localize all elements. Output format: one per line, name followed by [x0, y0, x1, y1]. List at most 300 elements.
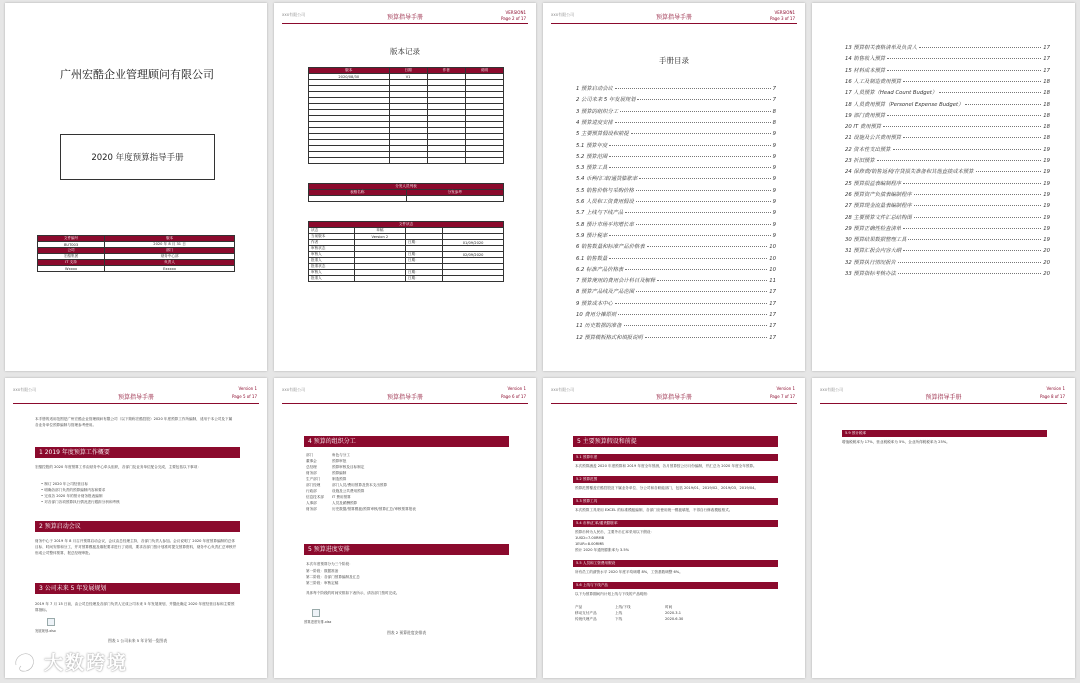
- toc-entry-title: 9 预算成本中心: [576, 300, 613, 307]
- toc-entry[interactable]: [576, 186, 776, 194]
- toc-entry-title: 1 预算启动会议: [576, 86, 613, 92]
- toc-entry[interactable]: [845, 77, 1050, 85]
- toc-entry-page: 17: [769, 312, 776, 318]
- toc-leader: [893, 149, 1042, 150]
- table-row: 审核人 日期： 02/09/2020: [309, 252, 504, 258]
- toc-entry-page: 9: [772, 232, 776, 239]
- org-role: 预算编制: [332, 471, 347, 475]
- body-text: 本次预算涵盖 2020 年度预算和 2019 年度全年预测，各月预算按公历月份编制，并汇总为 2020 年度全年预算。: [575, 464, 757, 468]
- toc-entry-page: 19: [1043, 203, 1050, 210]
- toc-entry[interactable]: [845, 100, 1050, 108]
- toc-leader: [609, 145, 770, 146]
- toc-entry[interactable]: [845, 201, 1050, 209]
- toc-entry-page: 19: [1043, 158, 1050, 164]
- table-row: 审核人 日期：: [309, 270, 504, 276]
- toc-entry-title: 24 保修费/销售返利/存货损失准备和其他直接成本预算: [845, 169, 974, 176]
- toc-entry-title: 19 部门费用预算: [845, 112, 886, 119]
- toc-entry-page: 17: [769, 300, 776, 307]
- list-item: • 制订 2020 年公司经营目标: [41, 482, 89, 486]
- toc-entry-title: 7 预算使用的费用会计科目及解释: [576, 278, 656, 285]
- toc-entry[interactable]: [845, 246, 1050, 254]
- toc-entry-page: 9: [772, 142, 776, 149]
- toc-leader: [914, 205, 1042, 206]
- toc-leader: [636, 190, 771, 191]
- toc-leader: [609, 258, 767, 259]
- toc-leader: [976, 171, 1042, 172]
- toc-entry-page: 17: [1043, 45, 1050, 51]
- body-text: 本次年度预算分为三个阶段：: [306, 562, 353, 566]
- toc-entry-title: 23 折旧预算: [845, 158, 875, 164]
- product-table: [575, 604, 755, 622]
- toc-entry-page: 17: [769, 334, 776, 341]
- toc-entry-page: 18: [1043, 124, 1050, 131]
- attachment-label: 预算进度安排.xlsx: [304, 620, 332, 624]
- toc-entry-page: 17: [1043, 56, 1050, 63]
- toc-entry[interactable]: [576, 220, 776, 228]
- list-item: 第二阶段：各部门预算编制及汇总: [306, 575, 360, 579]
- header-title: 预算指导手册: [655, 394, 692, 401]
- org-role: 预算审批: [332, 459, 347, 463]
- table-cell: 产品: [575, 605, 583, 609]
- header-company: xxx有限公司: [820, 387, 844, 392]
- toc-leader: [887, 58, 1041, 59]
- table-row: 文件状态: [309, 222, 504, 228]
- toc-entry-title: 30 预算结果数据整理工具: [845, 237, 907, 244]
- header-version: VERSION1: [774, 10, 795, 15]
- section-heading: 5 主要预算假设和前提: [573, 436, 778, 447]
- toc-leader: [636, 201, 771, 202]
- toc-entry[interactable]: [845, 258, 1050, 266]
- toc-entry-page: 17: [1043, 67, 1050, 74]
- toc-entry[interactable]: [576, 208, 776, 216]
- toc-leader: [615, 122, 771, 123]
- bullet-list: [41, 481, 236, 505]
- toc-entry-page: 9: [772, 221, 776, 228]
- header-company: xxx有限公司: [551, 387, 575, 392]
- org-table: [306, 452, 506, 512]
- toc-entry[interactable]: [845, 167, 1050, 175]
- header-title: 预算指导手册: [655, 14, 692, 21]
- body-text: 具体每个阶段的时间安排如下表所示，请各部门按时完成。: [306, 591, 400, 595]
- toc-entry[interactable]: [576, 265, 776, 273]
- toc-leader: [903, 228, 1041, 229]
- toc-leader: [919, 47, 1041, 48]
- toc-entry-page: 17: [769, 289, 776, 296]
- header-company: xxx有限公司: [282, 12, 306, 17]
- header-rule: [282, 23, 528, 24]
- toc-entry-title: 10 费用分摊原则: [576, 312, 617, 318]
- header-page: Page 6 of 17: [500, 394, 526, 399]
- toc-entry-page: 18: [1043, 78, 1050, 85]
- subsection-heading: 5.4 币种/汇率/通货膨胀率: [573, 520, 778, 527]
- table-row: IT 支持 负责人: [38, 260, 235, 266]
- toc-entry-title: 5.1 预算年度: [576, 142, 608, 149]
- toc-leader: [645, 337, 768, 338]
- figure-caption: 图表 1 公司未来 5 年计划一览图表: [107, 638, 168, 643]
- toc-entry[interactable]: [845, 122, 1050, 130]
- toc-entry-page: 18: [1043, 90, 1050, 97]
- intro-text: 本手册的适用范围是广州宏酷企业管理顾问有限公司（以下简称宏酷控股）2020 年度预算工作所编制，适用于本公司及下属各业务单位预算编制与管理参考使用。: [35, 417, 233, 427]
- toc-entry[interactable]: [576, 242, 776, 250]
- toc-entry-title: 3 预算的组织分工: [576, 108, 619, 115]
- table-row: [309, 158, 504, 164]
- toc-entry[interactable]: [576, 231, 776, 239]
- toc-entry-title: 2 公司未来 5 年发展规划: [576, 97, 636, 104]
- toc-entry-title: 17 人员预算（Head Count Budget）: [845, 90, 938, 97]
- toc-entry-page: 19: [1043, 169, 1050, 176]
- table-row: 文件编号 版本: [38, 236, 235, 242]
- toc-title: 手册目录: [659, 56, 689, 65]
- toc-entry[interactable]: [576, 287, 776, 295]
- toc-entry-page: 18: [1043, 135, 1050, 142]
- company-name: 广州宏酷企业管理顾问有限公司: [60, 68, 214, 81]
- toc-entry[interactable]: [845, 88, 1050, 96]
- toc-leader: [615, 303, 767, 304]
- table-row: 2020/08/30 V1: [309, 74, 504, 80]
- stage-list: [306, 568, 506, 586]
- org-dept: 财务部: [306, 507, 317, 511]
- attachment-label: 发展规划.xlsx: [35, 629, 56, 633]
- body-text: 预算范围覆盖宏酷控股及下属业务单位、分公司和各职能部门，包括 2019/01、2019/02、2019/03、2019/04。: [575, 486, 759, 490]
- toc-entry[interactable]: [576, 299, 776, 307]
- org-dept: 行政部: [306, 489, 317, 493]
- org-role: 人员及薪酬预算: [332, 501, 358, 505]
- toc-entry[interactable]: [576, 118, 776, 126]
- page-8: [812, 378, 1075, 678]
- header-company: xxx有限公司: [282, 387, 306, 392]
- toc-entry[interactable]: [576, 152, 776, 160]
- toc-entry-title: 25 预算损益表编制程序: [845, 180, 902, 187]
- toc-entry[interactable]: [845, 269, 1050, 277]
- toc-leader: [965, 104, 1041, 105]
- subsection-heading: 5.3 预算工具: [573, 498, 778, 505]
- toc-entry[interactable]: [576, 107, 776, 115]
- page-5: [5, 378, 267, 678]
- toc-leader: [903, 183, 1041, 184]
- toc-entry[interactable]: [576, 321, 776, 329]
- table-row: [575, 616, 755, 622]
- org-dept: 信息技术部: [306, 495, 324, 499]
- toc-entry-title: 14 销售收入预算: [845, 56, 886, 63]
- table-row: 状态 草稿: [309, 228, 504, 234]
- body-text: 所有员工的薪资水平 2020 年度平均调增 8%，工资基数调整 6%。: [575, 570, 683, 574]
- body-text: 增值税税率为 17%，营业税税率为 5%，企业所得税税率为 25%。: [842, 440, 950, 444]
- toc-entry[interactable]: [845, 235, 1050, 243]
- table-cell: 时间: [665, 605, 673, 609]
- section-heading: 3 公司未来 5 年发展规划: [35, 583, 240, 594]
- toc-leader: [903, 137, 1041, 138]
- document-status-table: [308, 221, 504, 282]
- toc-entry[interactable]: [576, 129, 776, 137]
- table-row: [309, 196, 504, 202]
- toc-entry[interactable]: [845, 66, 1050, 74]
- table-cell: 上线: [615, 611, 623, 615]
- header-page: Page 2 of 17: [501, 16, 526, 21]
- toc-leader: [908, 239, 1041, 240]
- toc-entry[interactable]: [845, 179, 1050, 187]
- header-version: VERSION1: [505, 10, 526, 15]
- org-dept: 财务部: [306, 471, 317, 475]
- toc-entry[interactable]: [845, 54, 1050, 62]
- table-cell: 移动支付产品: [575, 611, 597, 615]
- header-rule: [551, 403, 797, 404]
- toc-entry-page: 19: [1043, 180, 1050, 187]
- body-text: 宏酷控股的 2020 年度预算工作由财务中心牵头组织，各部门及业务单位配合完成，主要包括以下事项：: [35, 465, 201, 469]
- toc-leader: [887, 115, 1041, 116]
- table-row: 分发人员列表: [309, 184, 504, 190]
- toc-entry-title: 16 人工及制造费用预算: [845, 78, 902, 85]
- toc-entry-page: 9: [772, 165, 776, 172]
- toc-leader: [625, 269, 767, 270]
- table-row: Wxxxx Exxxxx: [38, 266, 235, 272]
- figure-caption: 图表 2 预算进度安排表: [386, 630, 426, 635]
- toc-entry[interactable]: [845, 190, 1050, 198]
- toc-entry-page: 18: [1043, 112, 1050, 119]
- toc-entry-page: 9: [772, 199, 776, 205]
- toc-entry-title: 28 主要预算文件汇总结构图: [845, 214, 912, 221]
- toc-leader: [898, 262, 1041, 263]
- toc-entry-page: 20: [1043, 271, 1050, 277]
- list-item: • 明确各部门负责的预算编制内容和要求: [41, 488, 106, 492]
- table-row: 表格名称 分发参考: [309, 190, 504, 196]
- toc-leader: [609, 235, 770, 236]
- toc-entry-page: 10: [769, 255, 776, 262]
- toc-leader: [625, 212, 770, 213]
- toc-entry-page: 20: [1043, 259, 1050, 266]
- toc-entry-page: 20: [1043, 248, 1050, 255]
- toc-entry-page: 11: [769, 278, 776, 285]
- toc-entry-title: 15 材料成本预算: [845, 67, 886, 74]
- toc-leader: [631, 133, 771, 134]
- org-role: 部门人员/费用预算及资本支出预算: [332, 483, 388, 487]
- table-cell: 下线: [615, 617, 623, 621]
- toc-entry[interactable]: [576, 254, 776, 262]
- body-text: 财务中心于 2019 年 8 月召开预算启动会议，会议由总经理主持，各部门负责人参加。会议说明了 2020 年度预算编制的总体目标、时间安排和分工，并对预算模板及填报要求进行了说明，要求各部门按计划准时提交预算资料，财务中心负责汇总审核并形成公司整体预算，报总经理审批。: [35, 539, 237, 555]
- header-rule: [551, 23, 797, 24]
- watermark-text: 大数跨境: [44, 652, 129, 674]
- attachment-icon[interactable]: [312, 609, 320, 617]
- toc-entry[interactable]: [845, 43, 1050, 51]
- toc-entry-page: 10: [769, 244, 776, 251]
- table-cell: 传统代理产品: [575, 617, 597, 621]
- page-7: [543, 378, 805, 678]
- org-role: 历史数据/预算模板/预算审核/预算汇总/审核预算报表: [332, 507, 416, 511]
- header-rule: [13, 403, 259, 404]
- table-cell: 2020.3.1: [665, 611, 682, 615]
- table-row: 审核状态: [309, 246, 504, 252]
- body-text: 2019 年 7 月 15 日前，由公司总经理及各部门负责人完成公司未来 5 年发展规划，并据此确定 2020 年度经营目标和主要预算指标。: [35, 602, 235, 612]
- toc-leader: [636, 291, 767, 292]
- toc-entry-page: 8: [772, 108, 776, 115]
- version-title: 版本记录: [390, 47, 420, 56]
- header-page: Page 8 of 17: [1039, 394, 1065, 399]
- table-row: BUT003 2020 年 8 月 31 日: [38, 242, 235, 248]
- header-version: Version 1: [776, 386, 795, 391]
- org-role: 预算审核及目标制定: [332, 465, 365, 469]
- page-version-record: [274, 3, 536, 371]
- toc-entry-title: 6.1 销售数量: [576, 255, 608, 262]
- toc-leader: [609, 156, 770, 157]
- watermark: [12, 648, 128, 675]
- toc-entry-title: 6.2 标准产品价格表: [576, 266, 624, 273]
- cover-info-table: [37, 235, 235, 272]
- toc-entry-title: 27 预算现金流量表编制程序: [845, 203, 912, 210]
- list-item: • 完成各 2020 年的预计财务报表编制: [41, 494, 103, 498]
- toc-entry-title: 26 预算资产负债表编制程序: [845, 191, 912, 198]
- header-company: xxx有限公司: [551, 12, 575, 17]
- org-dept: 生产部门: [306, 477, 321, 481]
- page-toc-1: [543, 3, 805, 371]
- toc-leader: [639, 178, 770, 179]
- toc-entry[interactable]: [845, 156, 1050, 164]
- section-heading: 4 预算的组织分工: [304, 436, 509, 447]
- toc-entry-page: 9: [772, 176, 776, 183]
- table-row: 版本 日期 作者 说明: [309, 68, 504, 74]
- table-row: 公司 部门: [38, 248, 235, 254]
- toc-leader: [887, 70, 1041, 71]
- toc-entry-title: 20 IT 费用预算: [845, 124, 882, 131]
- table-cell: 2020.6.30: [665, 617, 684, 621]
- subsection-heading: 5.9 预计税率: [842, 430, 1047, 437]
- toc-entry-page: 9: [772, 187, 776, 194]
- cover-title: 2020 年度预算指导手册: [91, 153, 184, 163]
- subsection-heading: 5.2 预算范围: [573, 476, 778, 483]
- list-item: 第一阶段：数据准备: [306, 569, 339, 573]
- toc-entry[interactable]: [845, 111, 1050, 119]
- org-dept: 总经理: [306, 465, 317, 469]
- section-heading: 2 预算启动会议: [35, 521, 240, 532]
- header-rule: [282, 403, 528, 404]
- page-cover: [5, 3, 267, 371]
- toc-entry-title: 5.3 预算工具: [576, 165, 608, 172]
- toc-entry-page: 10: [769, 266, 776, 273]
- subsection-heading: 5.6 上线与下线产品: [573, 582, 778, 589]
- table-cell: 上线/下线: [615, 605, 631, 609]
- toc-entry[interactable]: [576, 141, 776, 149]
- toc-entry[interactable]: [845, 224, 1050, 232]
- table-row: [306, 506, 506, 512]
- toc-entry-title: 8 预算产品线及产品范围: [576, 289, 635, 296]
- subsection-heading: 5.5 人员和工资费用假设: [573, 560, 778, 567]
- org-dept: 董事会: [306, 459, 317, 463]
- header-page: Page 7 of 17: [769, 394, 795, 399]
- toc-leader: [939, 92, 1041, 93]
- toc-entry-title: 5.2 预算范围: [576, 153, 608, 160]
- toc-leader: [898, 273, 1041, 274]
- header-title: 预算指导手册: [117, 394, 154, 401]
- toc-entry-title: 18 人员费用预算（Personel Expense Budget）: [845, 101, 964, 108]
- cover-title-box: [60, 134, 215, 180]
- toc-leader: [883, 126, 1041, 127]
- table-row: 批准人 日期：: [309, 258, 504, 264]
- header-page: Page 3 of 17: [770, 16, 795, 21]
- toc-entry[interactable]: [576, 333, 776, 341]
- version-record-table: [308, 67, 504, 164]
- header-title: 预算指导手册: [386, 14, 423, 21]
- toc-leader: [657, 280, 767, 281]
- toc-entry-page: 7: [772, 86, 776, 92]
- toc-entry-page: 18: [1043, 101, 1050, 108]
- table-row: 批准人 日期：: [309, 276, 504, 282]
- toc-entry-title: 31 预算汇报会内容大纲: [845, 248, 902, 255]
- header-page: Page 5 of 17: [231, 394, 257, 399]
- header-version: Version 1: [238, 386, 257, 391]
- toc-leader: [620, 111, 770, 112]
- toc-entry[interactable]: [576, 84, 776, 92]
- toc-entry[interactable]: [576, 276, 776, 284]
- toc-entry-page: 7: [772, 97, 776, 104]
- toc-entry[interactable]: [845, 133, 1050, 141]
- toc-leader: [615, 88, 771, 89]
- org-role: 角色与分工: [332, 453, 350, 457]
- toc-entry[interactable]: [576, 197, 776, 205]
- toc-entry[interactable]: [576, 174, 776, 182]
- toc-leader: [609, 167, 770, 168]
- toc-leader: [637, 99, 770, 100]
- page-toc-2: [812, 3, 1075, 371]
- toc-leader: [647, 246, 768, 247]
- table-row: 作者 日期： 01/09/2020: [309, 240, 504, 246]
- toc-entry-page: 17: [769, 323, 776, 330]
- toc-entry-title: 5 主要预算假设和前提: [576, 131, 629, 138]
- section-heading: 1 2019 年度预算工作概要: [35, 447, 240, 458]
- toc-entry-title: 33 预算指标考核办法: [845, 271, 896, 277]
- body-text: 以下为预算期间内计划上线与下线的产品明细：: [575, 592, 651, 596]
- section-heading: 5 预算进度安排: [304, 544, 509, 555]
- toc-leader: [914, 194, 1042, 195]
- toc-entry-page: 9: [772, 153, 776, 160]
- toc-entry-title: 4 预算进度安排: [576, 119, 613, 126]
- toc-entry-page: 9: [772, 210, 776, 217]
- toc-leader: [903, 81, 1041, 82]
- watermark-logo-icon: [12, 649, 40, 675]
- toc-entry[interactable]: [845, 145, 1050, 153]
- toc-entry-title: 5.4 币种/汇率/通货膨胀率: [576, 176, 638, 183]
- toc-leader: [914, 217, 1042, 218]
- toc-leader: [624, 325, 768, 326]
- header-version: Version 1: [1046, 386, 1065, 391]
- toc-entry-title: 11 历史数据的准备: [576, 323, 622, 330]
- toc-entry[interactable]: [845, 213, 1050, 221]
- toc-entry-title: 29 预算正确性检查清单: [845, 225, 902, 232]
- table-row: 宏酷集团 财务中心部: [38, 254, 235, 260]
- toc-entry-page: 19: [1043, 237, 1050, 244]
- toc-entry-title: 13 预算相关表格清单及负责人: [845, 45, 917, 51]
- toc-entry-page: 19: [1043, 146, 1050, 153]
- table-row: 批准状态: [309, 264, 504, 270]
- toc-entry-page: 8: [772, 119, 776, 126]
- table-row: 当前版本 Version 2: [309, 234, 504, 240]
- org-role: 制造预算: [332, 477, 347, 481]
- subsection-heading: 5.1 预算年度: [573, 454, 778, 461]
- page-6: [274, 378, 536, 678]
- toc-entry-title: 5.6 人员和工资费用假设: [576, 199, 634, 205]
- list-item: • 对各部门各项预算执行情况进行跟踪分析和考核: [41, 500, 120, 504]
- toc-entry-page: 9: [772, 131, 776, 138]
- attachment-icon[interactable]: [47, 618, 55, 626]
- toc-entry-title: 5.5 销售价格与采购价格: [576, 187, 634, 194]
- toc-entry-title: 5.7 上线与下线产品: [576, 210, 624, 217]
- toc-entry[interactable]: [576, 163, 776, 171]
- org-dept: 部门: [306, 453, 314, 457]
- toc-entry-title: 12 预算模板格式和填报说明: [576, 334, 643, 341]
- toc-entry[interactable]: [576, 310, 776, 318]
- org-dept: 人事部: [306, 501, 317, 505]
- toc-entry[interactable]: [576, 95, 776, 103]
- header-title: 预算指导手册: [386, 394, 423, 401]
- list-item: 第三阶段：审核定稿: [306, 581, 339, 585]
- body-text: 预算币种为人民币，主要外币汇率采用以下假设： 1USD=7.00RMB 1EUR=8.00RMB 预计 2020 年通货膨胀率为 3.5%: [575, 530, 655, 552]
